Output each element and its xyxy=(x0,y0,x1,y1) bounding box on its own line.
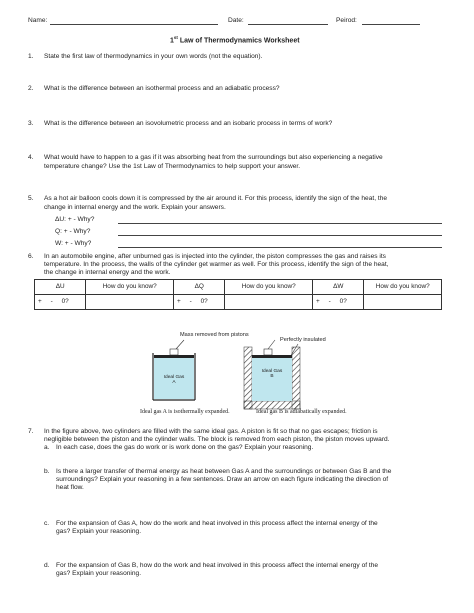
q7c-letter: c. xyxy=(44,520,50,527)
caption-b: Ideal gas B is adiabatically expanded. xyxy=(256,409,347,415)
q7a-letter: a. xyxy=(44,444,50,451)
q4-line1: What would have to happen to a gas if it was absorbing heat from the surroundings but also experiencing a negative xyxy=(44,154,383,161)
caption-a: Ideal gas A is isothermally expanded. xyxy=(140,409,230,415)
q6-line3: the change in internal energy and the work. xyxy=(44,269,171,276)
q7d-line1: For the expansion of Gas B, how do the work and heat involved in this process affect the internal energy of the xyxy=(56,562,379,569)
q5-line1: As a hot air balloon cools down it is compressed by the air around it. For this process, identify the sign of the heat, the xyxy=(44,195,388,202)
page-title: 1st Law of Thermodynamics Worksheet xyxy=(170,35,300,45)
q7-number: 7. xyxy=(28,428,34,435)
gas-b-label: Ideal Gas B xyxy=(261,369,283,380)
q7a-text: In each case, does the gas do work or is work done on the gas? Explain your reasoning. xyxy=(56,444,314,451)
q5-du-blank[interactable] xyxy=(118,223,442,224)
q5-number: 5. xyxy=(28,195,34,202)
q2-number: 2. xyxy=(28,85,34,92)
header-dq: ΔQ xyxy=(174,280,225,295)
q7c-line1: For the expansion of Gas A, how do the work and heat involved in this process affect the internal energy of the xyxy=(56,520,378,527)
header-know-2: How do you know? xyxy=(225,280,313,295)
sign-du[interactable]: + - 0? xyxy=(35,295,86,310)
q6-answer-table xyxy=(34,279,442,310)
q6-number: 6. xyxy=(28,253,34,260)
q7b-line2: surroundings? Explain your reasoning in a few sentences. Draw an arrow on each figure indicating the direction of xyxy=(56,476,389,483)
q5-line2: change in internal energy and the work. Explain your answers. xyxy=(44,204,226,211)
header-dw: ΔW xyxy=(313,280,364,295)
name-label: Name: xyxy=(28,17,48,24)
header-know-3: How do you know? xyxy=(364,280,442,295)
cylinder-figure xyxy=(140,331,360,417)
q5-row-du: ΔU: + - Why? xyxy=(55,216,95,223)
answer-dw[interactable] xyxy=(364,295,442,310)
sign-dw[interactable]: + - 0? xyxy=(313,295,364,310)
table-header-row xyxy=(35,280,442,295)
name-blank[interactable] xyxy=(50,24,218,25)
q5-row-w: W: + - Why? xyxy=(55,240,92,247)
q7b-line1: Is there a larger transfer of thermal energy as heat between Gas A and the surroundings or between Gas B and the xyxy=(56,468,392,475)
q5-q-blank[interactable] xyxy=(118,235,442,236)
q6-line1: In an automobile engine, after unburned gas is injected into the cylinder, the piston compresses the gas and raises its xyxy=(44,253,386,260)
q7d-line2: gas? Explain your reasoning. xyxy=(56,570,142,577)
sign-dq[interactable]: + - 0? xyxy=(174,295,225,310)
period-blank[interactable] xyxy=(362,24,420,25)
header-know-1: How do you know? xyxy=(86,280,174,295)
cylinders-drawing xyxy=(140,331,360,417)
q1-text: State the first law of thermodynamics in your own words (not the equation). xyxy=(44,53,263,60)
q7-line1: In the figure above, two cylinders are filled with the same ideal gas. A piston is fit so that no gas escapes; friction is xyxy=(44,428,378,435)
q5-row-q: Q: + - Why? xyxy=(55,228,91,235)
q7b-line3: heat flow. xyxy=(56,484,84,491)
header-du: ΔU xyxy=(35,280,86,295)
q4-line2: temperature change? Use the 1st Law of Thermodynamics to help support your answer. xyxy=(44,163,301,170)
q4-number: 4. xyxy=(28,154,34,161)
figure-top-label: Mass removed from pistons xyxy=(180,332,249,338)
table-row xyxy=(35,295,442,310)
q2-text: What is the difference between an isothermal process and an adiabatic process? xyxy=(44,85,280,92)
insulated-label: Perfectly insulated xyxy=(280,337,326,343)
q7c-line2: gas? Explain your reasoning. xyxy=(56,528,142,535)
answer-dq[interactable] xyxy=(225,295,313,310)
date-blank[interactable] xyxy=(248,24,328,25)
q5-w-blank[interactable] xyxy=(118,247,442,248)
q7b-letter: b. xyxy=(44,468,50,475)
q3-text: What is the difference between an isovolumetric process and an isobaric process in terms of work? xyxy=(44,120,333,127)
answer-du[interactable] xyxy=(86,295,174,310)
gas-a-label: Ideal Gas A xyxy=(163,375,185,386)
period-label: Peirod: xyxy=(336,17,357,24)
q1-number: 1. xyxy=(28,53,34,60)
q6-line2: temperature. In the process, the walls of the cylinder get warmer as well. For this process, identify the sign of the heat, xyxy=(44,261,389,268)
q7-line2: negligible between the piston and the cylinder walls. The block is removed from each piston, the piston moves upward. xyxy=(44,436,390,443)
q7d-letter: d. xyxy=(44,562,50,569)
q3-number: 3. xyxy=(28,120,34,127)
date-label: Date: xyxy=(228,17,244,24)
